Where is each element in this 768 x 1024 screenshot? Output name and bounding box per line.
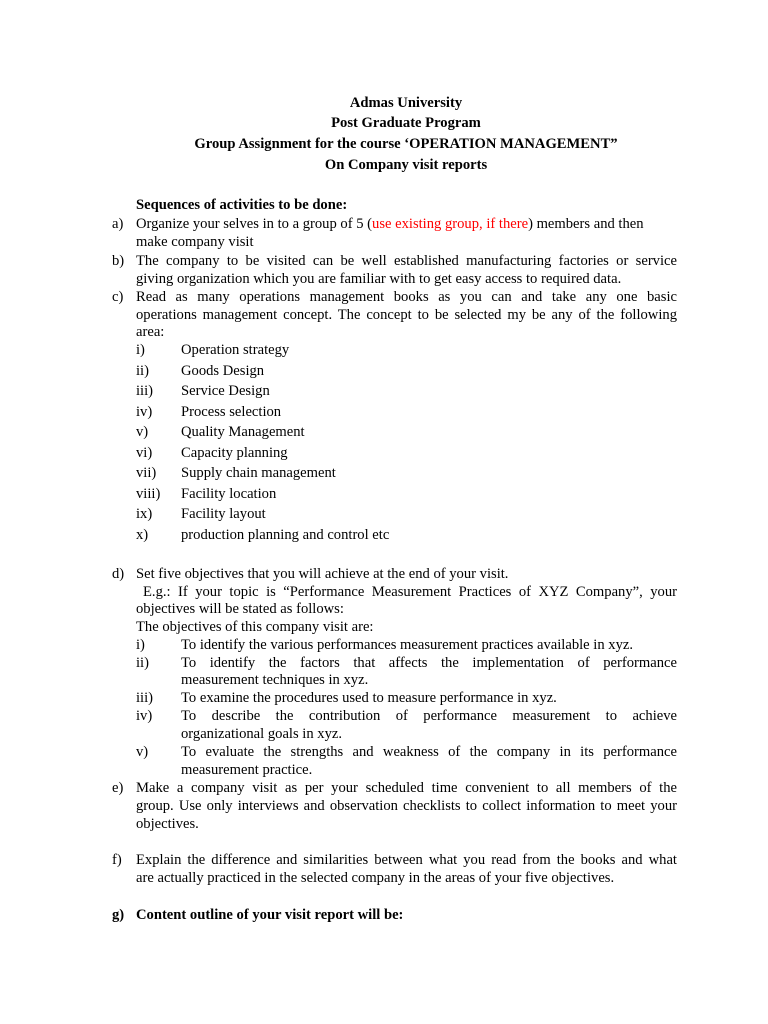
- item-e-label: e): [112, 780, 124, 796]
- item-a-text-post: ) members and then: [528, 216, 644, 232]
- area-num: v): [136, 424, 149, 440]
- area-item: Goods Design: [181, 363, 265, 379]
- item-g-heading: Content outline of your visit report will be:: [136, 907, 404, 923]
- objectives-intro: The objectives of this company visit are:: [136, 619, 374, 635]
- area-num: vii): [136, 465, 157, 481]
- item-b-label: b): [112, 253, 125, 269]
- area-num: iv): [136, 404, 153, 420]
- item-c-line3: area:: [136, 324, 165, 340]
- objective-num: i): [136, 637, 145, 653]
- area-item: Facility location: [181, 486, 277, 502]
- item-a-line2: make company visit: [136, 234, 254, 250]
- objective-line: To identify the factors that affects the implementation of performance: [181, 655, 677, 671]
- objective-line: To examine the procedures used to measure performance in xyz.: [181, 690, 557, 706]
- item-f-line1: Explain the difference and similarities between what you read from the books and what: [136, 852, 677, 868]
- objective-line-cont: measurement techniques in xyz.: [181, 672, 369, 688]
- objective-line: To identify the various performances measurement practices available in xyz.: [181, 637, 634, 653]
- item-a-text-pre: Organize your selves in to a group of 5 (: [136, 216, 373, 232]
- objective-num: ii): [136, 655, 149, 671]
- area-item: Facility layout: [181, 506, 266, 522]
- objective-line: To evaluate the strengths and weakness of the company in its performance: [181, 744, 677, 760]
- area-item: Supply chain management: [181, 465, 336, 481]
- item-g-label: g): [112, 907, 125, 923]
- item-b-line1: The company to be visited can be well established manufacturing factories or service: [136, 253, 677, 269]
- item-e-line3: objectives.: [136, 816, 199, 832]
- item-f-label: f): [112, 852, 122, 868]
- assignment-title: Group Assignment for the course ‘OPERATION MANAGEMENT”: [194, 136, 618, 152]
- item-a-label: a): [112, 216, 124, 232]
- area-num: viii): [136, 486, 161, 502]
- program-name: Post Graduate Program: [331, 115, 481, 131]
- item-c-label: c): [112, 289, 124, 305]
- area-item: Service Design: [181, 383, 270, 399]
- item-b-line2: giving organization which you are familiar with to get easy access to required data.: [136, 271, 622, 287]
- item-d-line1: Set five objectives that you will achieve at the end of your visit.: [136, 566, 509, 582]
- area-item: Capacity planning: [181, 445, 288, 461]
- item-c-line2: operations management concept. The concept to be selected my be any of the following: [136, 307, 677, 323]
- item-d-example-line1: E.g.: If your topic is “Performance Measurement Practices of XYZ Company”, your: [143, 584, 677, 600]
- objective-num: iii): [136, 690, 154, 706]
- area-num: vi): [136, 445, 153, 461]
- objective-num: iv): [136, 708, 153, 724]
- item-d-label: d): [112, 566, 125, 582]
- objective-line: To describe the contribution of performance measurement to achieve: [181, 708, 677, 724]
- item-e-line1: Make a company visit as per your scheduled time convenient to all members of the: [136, 780, 677, 796]
- item-f-line2: are actually practiced in the selected company in the areas of your five objectives.: [136, 870, 615, 886]
- item-e-line2: group. Use only interviews and observation checklists to collect information to meet your: [136, 798, 677, 814]
- area-num: x): [136, 527, 149, 543]
- item-a-highlight: use existing group, if there: [372, 216, 529, 232]
- area-item: production planning and control etc: [181, 527, 390, 543]
- objective-line-cont: organizational goals in xyz.: [181, 726, 343, 742]
- area-num: ix): [136, 506, 153, 522]
- sequence-heading: Sequences of activities to be done:: [136, 197, 348, 213]
- area-item: Quality Management: [181, 424, 305, 440]
- area-item: Process selection: [181, 404, 282, 420]
- area-item: Operation strategy: [181, 342, 290, 358]
- area-num: i): [136, 342, 145, 358]
- university-name: Admas University: [349, 95, 463, 111]
- item-c-line1: Read as many operations management books as you can and take any one basic: [136, 289, 677, 305]
- area-num: iii): [136, 383, 154, 399]
- objective-num: v): [136, 744, 149, 760]
- objective-line-cont: measurement practice.: [181, 762, 313, 778]
- area-num: ii): [136, 363, 149, 379]
- item-d-example-line2: objectives will be stated as follows:: [136, 601, 344, 617]
- item-a-line1: [136, 215, 677, 233]
- assignment-subject: On Company visit reports: [324, 157, 488, 173]
